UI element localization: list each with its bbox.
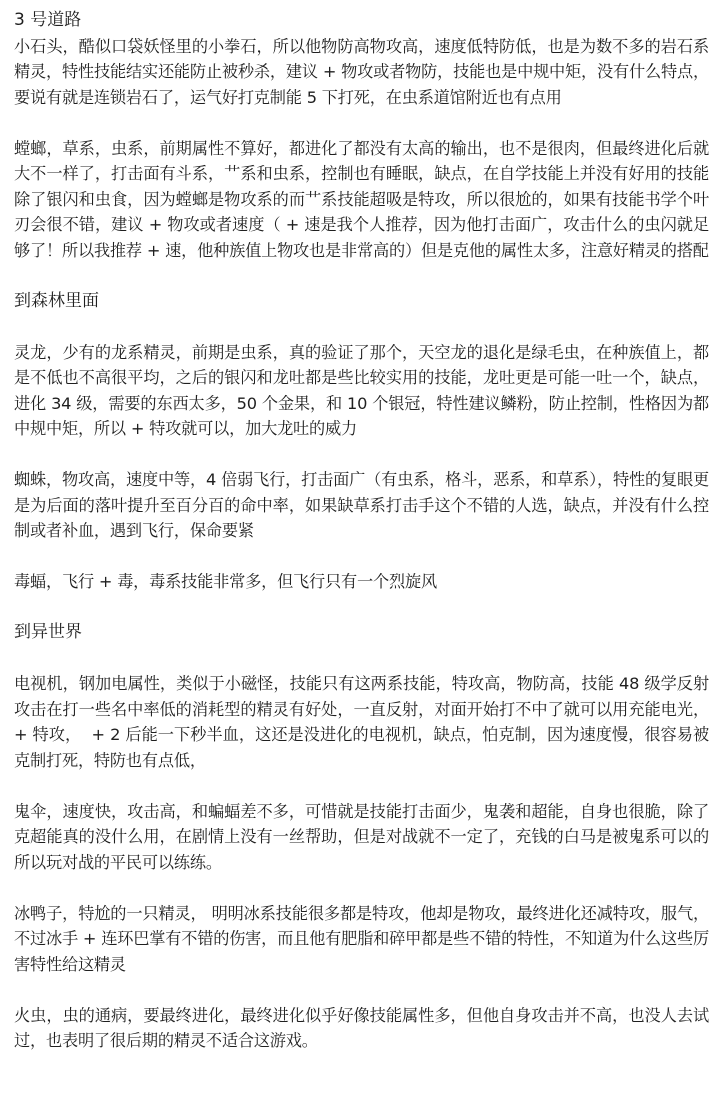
paragraph-gap [14, 875, 709, 901]
paragraph-tv: 电视机，钢加电属性，类似于小磁怪，技能只有这两系技能，特攻高，物防高，技能 48 级学反射攻击在打一些名中率低的消耗型的精灵有好处，一直反射，对面开始打不中了就可以用充能电光， + 特攻， + 2 后能一下秒半血，这还是没进化的电视机，缺点，怕克制，因为速度慢，很容易被克制打死，特防也有点低， [14, 674, 719, 770]
paragraph-gap [14, 314, 709, 340]
paragraph-gap [14, 544, 709, 570]
paragraph-gap [14, 595, 709, 621]
paragraph-gap [14, 773, 709, 799]
paragraph-gap [14, 263, 709, 289]
paragraph-ghost-umbrella: 鬼伞，速度快，攻击高，和蝙蝠差不多，可惜就是技能打击面少，鬼袭和超能，自身也很脆，除了克超能真的没什么用，在剧情上没有一丝帮助，但是对战就不一定了，充钱的白马是被鬼系可以的所以玩对战的平民可以练练。 [14, 801, 709, 872]
section-heading-other-world: 到异世界 [14, 622, 82, 642]
paragraph-ice-duck: 冰鸭子，特尬的一只精灵， 明明冰系技能很多都是特攻，他却是物攻，最终进化还减特攻，服气，不过冰手 + 连环巴掌有不错的伤害，而且他有肥脂和碎甲都是些不错的特性，不知道为什么这些厉害特性给这精灵 [14, 903, 709, 974]
paragraph-spirit-dragon: 灵龙，少有的龙系精灵，前期是虫系，真的验证了那个，天空龙的退化是绿毛虫，在种族值上，都是不低也不高很平均，之后的银闪和龙吐都是些比较实用的技能，龙吐更是可能一吐一个，缺点，进化 34 级，需要的东西太多，50 个金果，和 10 个银冠，特性建议鳞粉，防止控制，性格因为都中规中矩，所以 + 特攻就可以，加大龙吐的威力 [14, 342, 709, 438]
paragraph-gap [14, 442, 709, 468]
paragraph-gap [14, 110, 709, 136]
paragraph-poison-bat: 毒蝠，飞行 + 毒，毒系技能非常多，但飞行只有一个烈旋风 [14, 572, 437, 591]
paragraph-spider: 蜘蛛，物攻高，速度中等，4 倍弱飞行，打击面广（有虫系，格斗，恶系，和草系），特性的复眼更是为后面的落叶提升至百分百的命中率，如果缺草系打击手这个不错的人选，缺点，并没有什么控制或者补血，遇到飞行，保命要紧 [14, 470, 709, 540]
paragraph-gap [14, 977, 709, 1003]
section-heading-route-3: 3 号道路 [14, 10, 82, 30]
paragraph-mantis: 螳螂，草系，虫系，前期属性不算好，都进化了都没有太高的输出，也不是很肉，但最终进化后就大不一样了，打击面有斗系，艹系和虫系，控制也有睡眠，缺点，在自学技能上并没有好用的技能除了银闪和虫食，因为螳螂是物攻系的而艹系技能超吸是特攻，所以很尬的，如果有技能书学个叶刃会很不错，建议 + 物攻或者速度（ + 速是我个人推荐，因为他打击面广，攻击什么的虫闪就足够了！所以我推荐 + 速，他种族值上物攻也是非常高的）但是克他的属性太多，注意好精灵的搭配 [14, 138, 709, 260]
paragraph-small-rock: 小石头，酷似口袋妖怪里的小拳石，所以他物防高物攻高，速度低特防低，也是为数不多的岩石系精灵，特性技能结实还能防止被秒杀，建议 + 物攻或者物防，技能也是中规中矩，没有什么特点，要说有就是连锁岩石了，运气好打克制能 5 下打死，在虫系道馆附近也有点用 [14, 36, 709, 107]
paragraph-gap [14, 646, 709, 672]
paragraph-fire-bug: 火虫，虫的通病，要最终进化，最终进化似乎好像技能属性多，但他自身攻击并不高，也没人去试过，也表明了很后期的精灵不适合这游戏。 [14, 1005, 709, 1050]
section-heading-forest: 到森林里面 [14, 290, 99, 311]
